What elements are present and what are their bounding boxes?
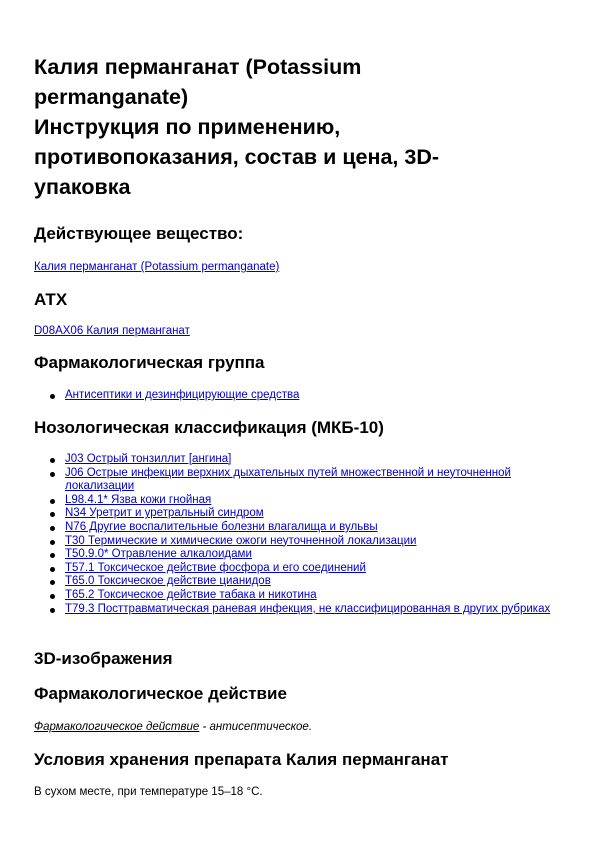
bullet-icon (50, 608, 55, 613)
nosology-link[interactable]: T30 Термические и химические ожоги неуточненной локализации (65, 534, 417, 547)
list-item (34, 453, 564, 467)
bullet-icon (50, 580, 55, 585)
pharm-action-text: - антисептическое. (199, 721, 313, 733)
storage-text: В сухом месте, при температуре 15–18 °C. (34, 786, 263, 798)
list-item (34, 575, 564, 589)
nosology-link[interactable]: T57.1 Токсическое действие фосфора и его соединений (65, 561, 366, 574)
list-item (34, 603, 564, 617)
bullet-icon (50, 540, 55, 545)
list-item (34, 535, 564, 549)
nosology-link[interactable]: N34 Уретрит и уретральный синдром (65, 507, 264, 520)
pharm-action-link[interactable]: Фармакологическое действие (34, 721, 200, 733)
bullet-icon (50, 567, 55, 572)
bullet-icon (50, 526, 55, 531)
list-item (34, 389, 564, 403)
atc-link[interactable]: D08AX06 Калия перманганат (34, 325, 190, 337)
page-title (34, 52, 574, 202)
pharm-group-heading: Фармакологическая группа (34, 353, 265, 372)
active-substance-link[interactable]: Калия перманганат (Potassium permanganate) (34, 261, 280, 273)
list-item (34, 507, 564, 521)
nosology-link[interactable]: L98.4.1* Язва кожи гнойная (65, 493, 212, 506)
title-line: Калия перманганат (Potassium (34, 55, 362, 79)
pharm-action-heading: Фармакологическое действие (34, 684, 287, 703)
active-substance-heading: Действующее вещество: (34, 224, 244, 243)
bullet-icon (50, 458, 55, 463)
bullet-icon (50, 553, 55, 558)
list-item (34, 562, 564, 576)
nosology-link[interactable]: T65.2 Токсическое действие табака и никотина (65, 588, 317, 601)
nosology-list (34, 453, 564, 616)
bullet-icon (50, 499, 55, 504)
active-substance-row (34, 260, 279, 274)
nosology-link[interactable]: N76 Другие воспалительные болезни влагалища и вульвы (65, 520, 378, 533)
list-item (34, 589, 564, 603)
pharm-group-list (34, 389, 564, 403)
nosology-link[interactable]: J06 Острые инфекции верхних дыхательных путей множественной и неуточненной локализации (65, 466, 511, 493)
nosology-link[interactable]: J03 Острый тонзиллит [ангина] (65, 453, 232, 465)
nosology-link[interactable]: T50.9.0* Отравление алкалоидами (65, 548, 252, 561)
list-item (34, 521, 564, 535)
title-line: противопоказания, состав и цена, 3D- (34, 145, 440, 169)
title-line: permanganate) (34, 85, 189, 109)
nosology-link[interactable]: T79.3 Посттравматическая раневая инфекция, не классифицированная в других рубриках (65, 602, 551, 615)
list-item (34, 467, 564, 494)
atc-heading: АТХ (34, 290, 68, 309)
bullet-icon (50, 472, 55, 477)
bullet-icon (50, 394, 55, 399)
storage-heading: Условия хранения препарата Калия перманганат (34, 750, 449, 769)
title-line: Инструкция по применению, (34, 115, 341, 139)
bullet-icon (50, 512, 55, 517)
images-heading: 3D-изображения (34, 649, 173, 668)
pharm-group-link[interactable]: Антисептики и дезинфицирующие средства (65, 389, 300, 401)
list-item (34, 494, 564, 508)
bullet-icon (50, 594, 55, 599)
nosology-heading: Нозологическая классификация (МКБ-10) (34, 418, 384, 437)
title-line: упаковка (34, 175, 131, 199)
nosology-link[interactable]: T65.0 Токсическое действие цианидов (65, 575, 271, 588)
atc-row (34, 324, 190, 338)
pharm-action-row (34, 720, 312, 734)
list-item (34, 548, 564, 562)
